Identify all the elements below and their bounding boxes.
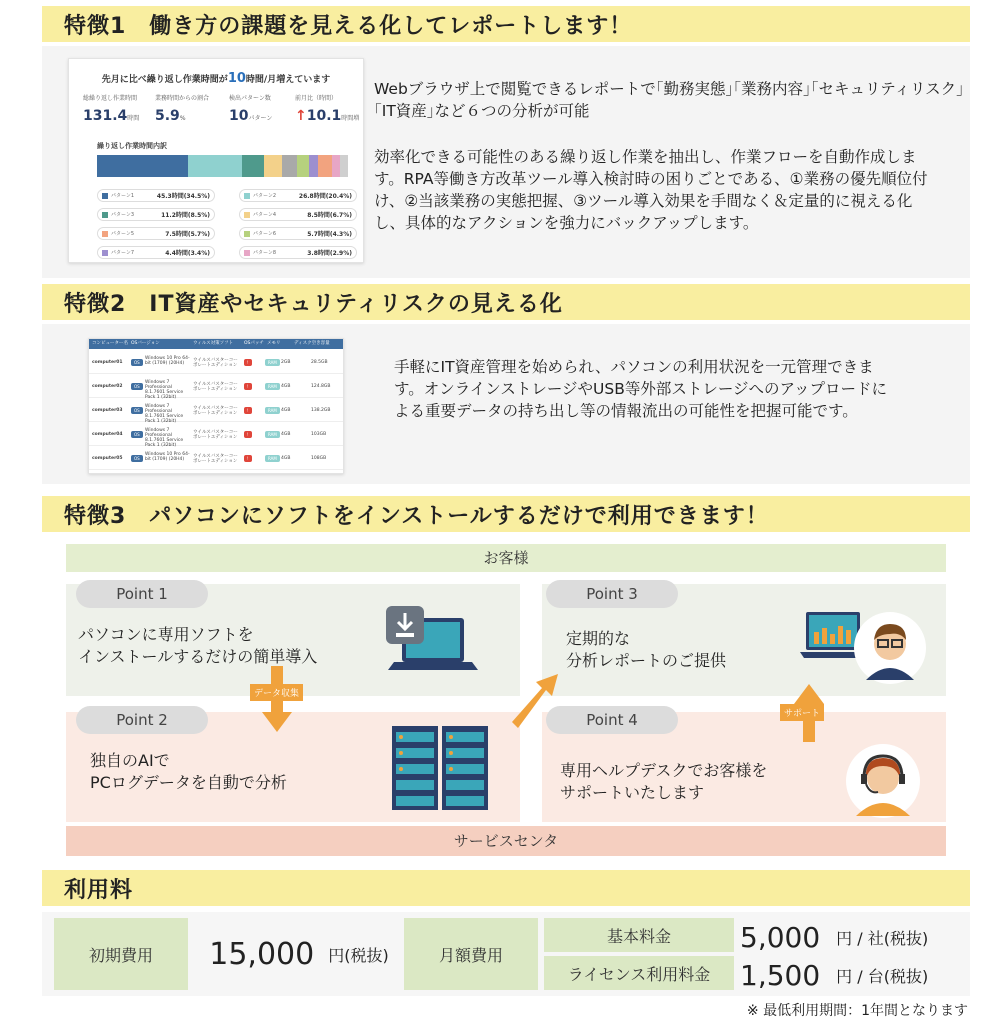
- antivirus: ウイルスバスターコーポレートエディション: [193, 406, 238, 416]
- helpdesk-operator-avatar: [846, 744, 920, 818]
- license-fee: [740, 956, 968, 994]
- kpi-total: [83, 93, 153, 124]
- os-version: Windows 7 Professional 8.1.7601 Service Pack 1 (32bit): [145, 428, 184, 448]
- pattern-swatch: [244, 212, 250, 218]
- feature1-heading: 特徴1 働き方の課題を見える化してレポートします！: [42, 6, 970, 42]
- pattern-name: パターン6: [253, 231, 277, 237]
- antivirus: ウイルスバスターコーポレートエディション: [193, 382, 238, 392]
- os-version: Windows 7 Professional 8.1.7601 Service Pack 1 (32bit): [145, 380, 184, 400]
- computer-name: computer01: [92, 360, 123, 365]
- arrow-up-icon: ↑: [295, 108, 307, 124]
- table-row: [89, 447, 343, 470]
- table-header-cell: コンピューター名: [92, 341, 128, 346]
- point4-line1: 専用ヘルプデスクでお客様を: [560, 761, 768, 780]
- server-rack-icon: [392, 726, 490, 812]
- pattern-value: 7.5時間(5.7%): [165, 231, 210, 238]
- pattern-swatch: [244, 231, 250, 237]
- report-title-num: 10: [227, 71, 246, 86]
- point2-text: [90, 750, 287, 794]
- disk-free: 108GB: [311, 456, 327, 461]
- memory-tag: RAM: [265, 407, 280, 414]
- point2-line1: 独自のAIで: [90, 751, 170, 770]
- kpi-change: [295, 93, 365, 124]
- memory-tag: RAM: [265, 359, 280, 366]
- customer-band: お客様: [66, 544, 946, 572]
- table-row: [89, 351, 343, 374]
- kpi-unit: 時間増: [341, 115, 360, 122]
- initial-fee-label: 初期費用: [54, 918, 188, 990]
- kpi-label: 業務時間からの割合: [155, 95, 210, 102]
- kpi-value: 10: [229, 108, 249, 124]
- basic-fee-unit: 円 / 社(税抜): [836, 928, 929, 948]
- basic-fee-label: 基本料金: [544, 918, 734, 952]
- breakdown-segment: [332, 155, 340, 177]
- memory-tag: RAM: [265, 431, 280, 438]
- fees-heading: 利用料: [42, 870, 970, 906]
- initial-fee: [196, 918, 402, 990]
- point2-line2: PCログデータを自動で分析: [90, 773, 287, 792]
- license-fee-label: ライセンス利用料金: [544, 956, 734, 990]
- pattern-swatch: [102, 250, 108, 256]
- point3-tag: Point 3: [546, 580, 678, 608]
- pattern-name: パターン3: [111, 212, 135, 218]
- os-version: Windows 10 Pro 64-bit (1709) (20H4): [145, 452, 190, 462]
- pattern-item: [97, 227, 215, 240]
- memory: 4GB: [281, 432, 291, 437]
- table-header-cell: メモリ: [267, 341, 281, 346]
- breakdown-segment: [264, 155, 281, 177]
- fees-note: ※ 最低利用期間：1年間となります: [746, 1003, 968, 1019]
- table-row: [89, 399, 343, 422]
- breakdown-segment: [282, 155, 298, 177]
- pattern-name: パターン2: [253, 193, 277, 199]
- patch-tag: !: [244, 431, 252, 438]
- computer-name: computer02: [92, 384, 123, 389]
- disk-free: 124.8GB: [311, 384, 331, 389]
- license-fee-amount: 1,500: [740, 958, 821, 992]
- kpi-ratio: [155, 93, 225, 124]
- pattern-value: 8.5時間(6.7%): [307, 212, 352, 219]
- point3-line1: 定期的な: [566, 629, 631, 648]
- table-header-cell: ウィルス対策ソフト: [193, 341, 234, 346]
- kpi-label: 検出パターン数: [229, 95, 271, 102]
- arrow-diagonal-icon: [508, 668, 560, 730]
- pattern-name: パターン1: [111, 193, 135, 199]
- feature3-heading: 特徴3 パソコンにソフトをインストールするだけで利用できます！: [42, 496, 970, 532]
- pattern-swatch: [102, 212, 108, 218]
- breakdown-segment: [309, 155, 318, 177]
- pattern-item: [97, 246, 215, 259]
- basic-fee: [740, 918, 968, 956]
- antivirus: ウイルスバスターコーポレートエディション: [193, 358, 238, 368]
- breakdown-segment: [318, 155, 333, 177]
- table-row: [89, 423, 343, 446]
- memory: 4GB: [281, 456, 291, 461]
- table-header: [89, 339, 343, 349]
- kpi-patterns: [229, 93, 299, 124]
- pattern-item: [239, 208, 357, 221]
- point4-line2: サポートいたします: [560, 783, 705, 802]
- computer-name: computer03: [92, 408, 123, 413]
- pattern-item: [239, 227, 357, 240]
- kpi-unit: 時間: [127, 115, 140, 122]
- monthly-fee-label: 月額費用: [404, 918, 538, 990]
- antivirus: ウイルスバスターコーポレートエディション: [193, 430, 238, 440]
- disk-free: 103GB: [311, 432, 327, 437]
- table-header-cell: OSバージョン: [131, 341, 160, 346]
- pattern-item: [97, 189, 215, 202]
- pattern-item: [239, 189, 357, 202]
- computer-name: computer05: [92, 456, 123, 461]
- initial-fee-unit: 円(税抜): [328, 945, 389, 965]
- os-tag: OS: [131, 431, 143, 438]
- feature2-desc: 手軽にIT資産管理を始められ、パソコンの利用状況を一元管理できます。オンラインストレージやUSB等外部ストレージへのアップロードによる重要データの持ち出し等の情報流出の可能性を把握可能です。: [394, 358, 887, 420]
- pattern-value: 45.3時間(34.5%): [156, 193, 210, 200]
- kpi-unit: パターン: [248, 115, 273, 122]
- point3-text: [566, 628, 726, 672]
- pattern-name: パターン4: [253, 212, 277, 218]
- os-tag: OS: [131, 383, 143, 390]
- basic-fee-amount: 5,000: [740, 920, 821, 954]
- point4-tag: Point 4: [546, 706, 678, 734]
- breakdown-label: 繰り返し作業時間内訳: [97, 142, 167, 150]
- pattern-name: パターン7: [111, 250, 135, 256]
- pattern-item: [97, 208, 215, 221]
- pattern-name: パターン8: [253, 250, 277, 256]
- table-header-cell: ディスク空き容量: [294, 341, 330, 346]
- disk-free: 138.2GB: [311, 408, 331, 413]
- table-header-cell: OSパッチ: [244, 341, 264, 346]
- breakdown-segment: [188, 155, 242, 177]
- kpi-unit: %: [179, 115, 186, 122]
- point1-text: [78, 624, 317, 668]
- patch-tag: !: [244, 359, 252, 366]
- initial-fee-amount: 15,000: [209, 936, 315, 972]
- breakdown-segment: [97, 155, 188, 177]
- patch-tag: !: [244, 383, 252, 390]
- pattern-value: 26.8時間(20.4%): [298, 193, 352, 200]
- memory: 2GB: [281, 360, 291, 365]
- customer-avatar: [854, 612, 926, 684]
- pattern-swatch: [102, 231, 108, 237]
- pattern-swatch: [102, 193, 108, 199]
- report-screenshot: [68, 58, 364, 263]
- point4-text: [560, 760, 767, 804]
- patch-tag: !: [244, 407, 252, 414]
- disk-free: 28.5GB: [311, 360, 328, 365]
- kpi-value: 10.1: [306, 108, 342, 124]
- support-label: サポート: [780, 704, 824, 721]
- os-version: Windows 7 Professional 8.1.7601 Service Pack 1 (32bit): [145, 404, 184, 424]
- os-version: Windows 10 Pro 64-bit (1709) (20H4): [145, 356, 190, 366]
- feature2-heading: 特徴2 IT資産やセキュリティリスクの見える化: [42, 284, 970, 320]
- pattern-value: 4.4時間(3.4%): [165, 250, 210, 257]
- memory-tag: RAM: [265, 455, 280, 462]
- computer-name: computer04: [92, 432, 123, 437]
- feature1-desc1: Webブラウザ上で閲覧できるレポートで｢勤務実態｣｢業務内容｣｢セキュリティリスク｣｢IT資産｣など６つの分析が可能: [374, 80, 964, 120]
- asset-table-screenshot: [88, 338, 344, 474]
- report-title-pre: 先月に比べ繰り返し作業時間が: [101, 75, 228, 85]
- point1-tag: Point 1: [76, 580, 208, 608]
- service-center-band: サービスセンタ: [66, 826, 946, 856]
- breakdown-segment: [297, 155, 308, 177]
- patch-tag: !: [244, 455, 252, 462]
- data-collect-label: データ収集: [250, 684, 303, 701]
- pattern-value: 11.2時間(8.5%): [161, 212, 210, 219]
- pattern-name: パターン5: [111, 231, 135, 237]
- point2-tag: Point 2: [76, 706, 208, 734]
- table-row: [89, 375, 343, 398]
- os-tag: OS: [131, 407, 143, 414]
- breakdown-bar: [97, 155, 361, 177]
- pattern-swatch: [244, 250, 250, 256]
- kpi-value: 5.9: [155, 108, 180, 124]
- antivirus: ウイルスバスターコーポレートエディション: [193, 454, 238, 464]
- license-fee-unit: 円 / 台(税抜): [836, 966, 929, 986]
- os-tag: OS: [131, 455, 143, 462]
- memory: 4GB: [281, 384, 291, 389]
- laptop-download-icon: [384, 604, 482, 674]
- breakdown-segment: [340, 155, 348, 177]
- report-title: [69, 71, 363, 86]
- point1-line2: インストールするだけの簡単導入: [78, 647, 318, 666]
- breakdown-segment: [242, 155, 264, 177]
- pattern-item: [239, 246, 357, 259]
- point3-line2: 分析レポートのご提供: [566, 651, 727, 670]
- kpi-label: 総繰り返し作業時間: [83, 95, 138, 102]
- memory-tag: RAM: [265, 383, 280, 390]
- pattern-value: 5.7時間(4.3%): [307, 231, 352, 238]
- feature1-desc2: 効率化できる可能性のある繰り返し作業を抽出し、作業フローを自動作成します。RPA等働き方改革ツール導入検討時の困りごとである、①業務の優先順位付け、②当該業務の実態把握、③ツール導入効果を手間なく＆定量的に視える化し、具体的なアクションを強力にバックアップします。: [374, 148, 928, 232]
- pattern-value: 3.8時間(2.9%): [307, 250, 352, 257]
- report-title-post: 時間/月増えています: [245, 75, 331, 85]
- memory: 4GB: [281, 408, 291, 413]
- point1-line1: パソコンに専用ソフトを: [78, 625, 254, 644]
- kpi-value: 131.4: [83, 108, 128, 124]
- kpi-label: 前月比（時間）: [295, 95, 338, 102]
- os-tag: OS: [131, 359, 143, 366]
- pattern-swatch: [244, 193, 250, 199]
